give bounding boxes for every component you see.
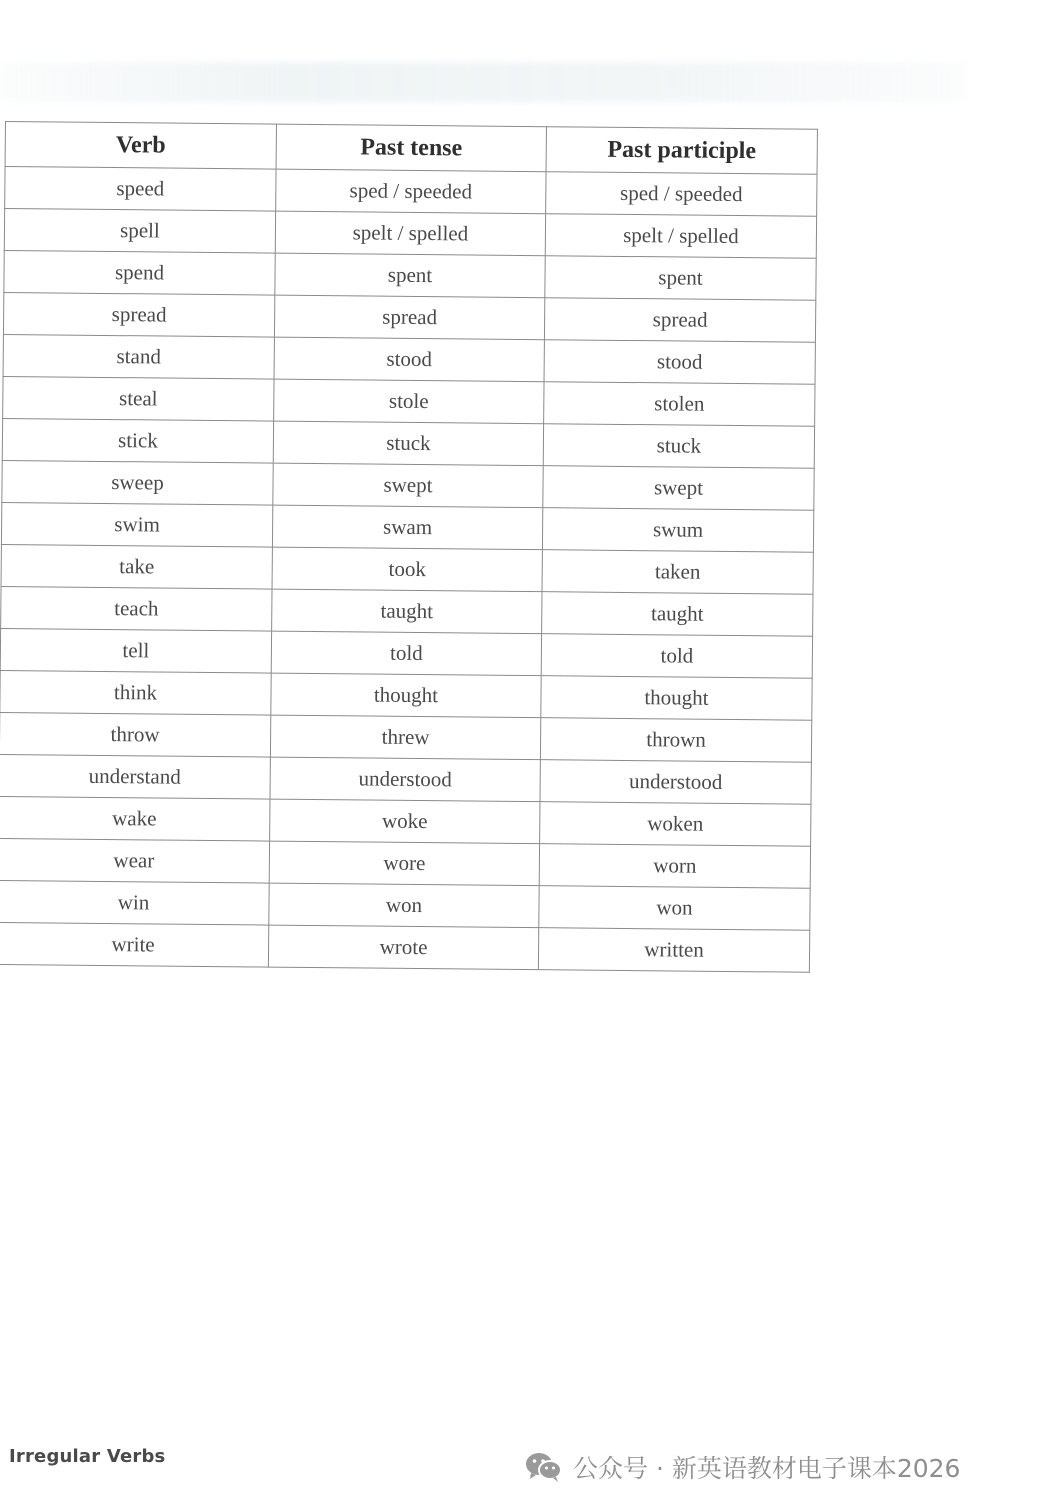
past-participle-cell: swept bbox=[543, 466, 814, 511]
past-tense-cell: sped / speeded bbox=[276, 169, 546, 214]
past-tense-cell: swept bbox=[273, 463, 543, 508]
irregular-verbs-table bbox=[0, 121, 818, 973]
past-tense-cell: threw bbox=[270, 715, 540, 760]
verb-cell: throw bbox=[0, 712, 271, 757]
past-participle-cell: swum bbox=[542, 508, 813, 553]
verb-cell: teach bbox=[1, 586, 272, 631]
verb-cell: sweep bbox=[2, 460, 273, 505]
verb-cell: wear bbox=[0, 838, 270, 883]
past-participle-cell: woken bbox=[540, 802, 811, 847]
past-participle-cell: thought bbox=[541, 676, 812, 721]
past-participle-cell: won bbox=[539, 886, 810, 931]
past-tense-cell: wrote bbox=[268, 925, 538, 970]
past-participle-cell: spread bbox=[544, 298, 815, 343]
past-participle-cell: taken bbox=[542, 550, 813, 595]
past-participle-cell: stuck bbox=[543, 424, 814, 469]
verb-cell: take bbox=[1, 544, 272, 589]
past-tense-cell: thought bbox=[271, 673, 541, 718]
past-participle-cell: worn bbox=[539, 844, 810, 889]
verb-cell: write bbox=[0, 922, 269, 967]
past-tense-cell: told bbox=[271, 631, 541, 676]
watermark bbox=[525, 1449, 960, 1485]
past-tense-cell: took bbox=[272, 547, 542, 592]
past-tense-cell: spelt / spelled bbox=[275, 211, 545, 256]
past-participle-cell: told bbox=[541, 634, 812, 679]
irregular-verbs-table-container bbox=[0, 121, 817, 973]
past-participle-cell: spelt / spelled bbox=[545, 214, 816, 259]
past-tense-cell: stood bbox=[274, 337, 544, 382]
table-row bbox=[0, 922, 810, 972]
verb-cell: win bbox=[0, 880, 269, 925]
past-participle-cell: spent bbox=[545, 256, 816, 301]
header-verb: Verb bbox=[5, 122, 276, 170]
verb-cell: spell bbox=[4, 209, 275, 254]
past-participle-cell: stolen bbox=[544, 382, 815, 427]
verb-cell: wake bbox=[0, 796, 270, 841]
watermark-text: 公众号 · 新英语教材电子课本2026 bbox=[573, 1454, 961, 1483]
verb-cell: stick bbox=[2, 418, 273, 463]
header-row bbox=[5, 122, 817, 175]
verb-cell: speed bbox=[5, 167, 276, 212]
header-past-tense: Past tense bbox=[276, 124, 546, 172]
past-participle-cell: written bbox=[538, 928, 809, 973]
verb-cell: think bbox=[0, 670, 271, 715]
header-past-participle: Past participle bbox=[546, 127, 817, 175]
past-participle-cell: stood bbox=[544, 340, 815, 385]
verb-cell: tell bbox=[0, 628, 271, 673]
header-band bbox=[0, 62, 965, 102]
verb-cell: stand bbox=[3, 334, 274, 379]
section-title: Irregular Verbs bbox=[9, 1446, 166, 1467]
past-tense-cell: won bbox=[269, 883, 539, 928]
past-participle-cell: thrown bbox=[540, 718, 811, 763]
past-tense-cell: woke bbox=[270, 799, 540, 844]
verb-cell: steal bbox=[3, 376, 274, 421]
past-tense-cell: swam bbox=[272, 505, 542, 550]
past-tense-cell: stole bbox=[274, 379, 544, 424]
verb-cell: swim bbox=[1, 502, 272, 547]
wechat-icon bbox=[525, 1451, 563, 1483]
past-participle-cell: sped / speeded bbox=[546, 172, 817, 217]
past-tense-cell: wore bbox=[269, 841, 539, 886]
past-tense-cell: taught bbox=[272, 589, 542, 634]
past-tense-cell: spent bbox=[275, 253, 545, 298]
past-participle-cell: taught bbox=[542, 592, 813, 637]
verb-cell: spread bbox=[3, 292, 274, 337]
table-body bbox=[0, 167, 817, 973]
table-header bbox=[5, 122, 817, 175]
verb-cell: understand bbox=[0, 754, 270, 799]
past-tense-cell: understood bbox=[270, 757, 540, 802]
verb-cell: spend bbox=[4, 250, 275, 295]
past-tense-cell: spread bbox=[274, 295, 544, 340]
past-tense-cell: stuck bbox=[273, 421, 543, 466]
past-participle-cell: understood bbox=[540, 760, 811, 805]
